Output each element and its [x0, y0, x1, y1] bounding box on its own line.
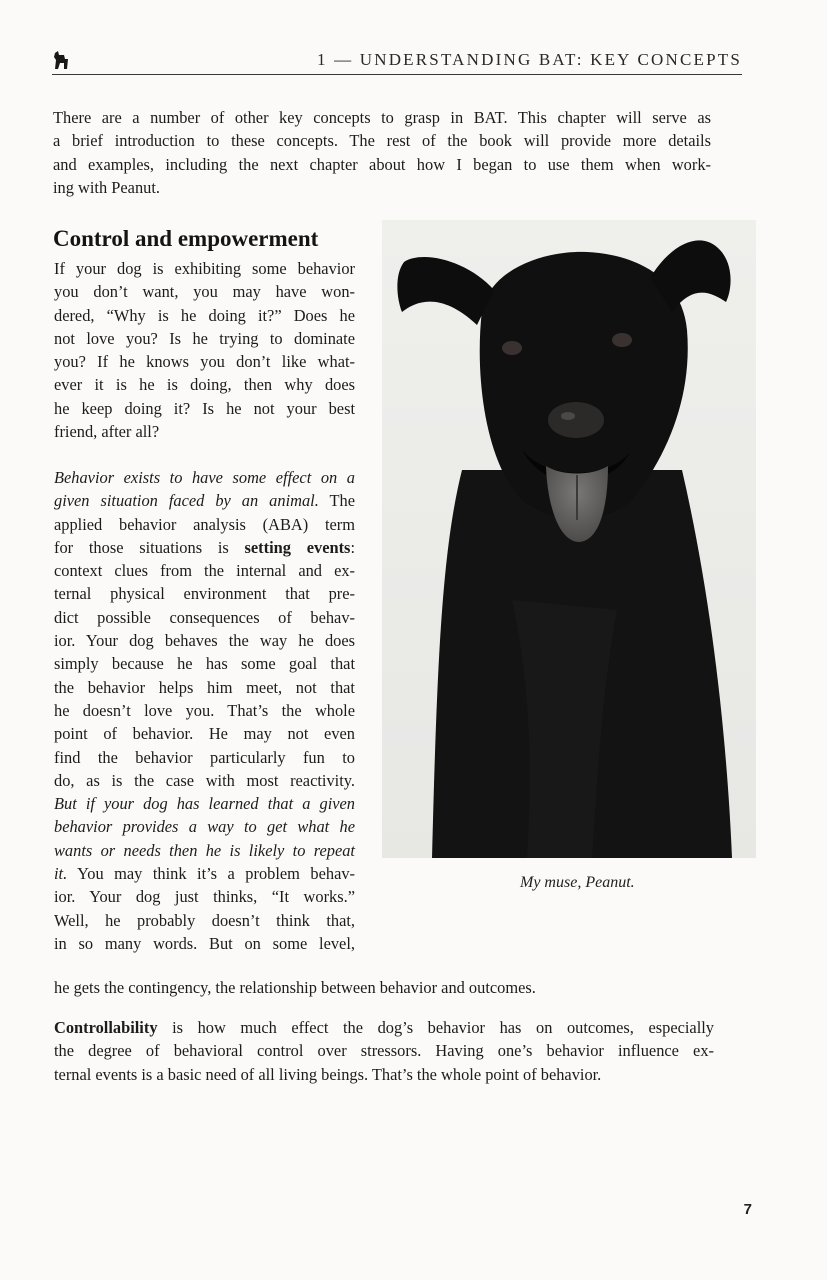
text-line: point of behavior. He may not even — [54, 724, 355, 744]
text-run: for those situations is — [54, 537, 245, 557]
text-line: ternal physical environment that pre- — [54, 584, 355, 604]
text-line — [54, 862, 355, 885]
text-line: applied behavior analysis (ABA) term — [54, 514, 355, 534]
text-run: is how much effect the dog’s behavior has on outcomes, especially — [157, 1018, 714, 1037]
italic-text: given situation faced by an animal. — [54, 491, 319, 511]
text-line: ing with Peanut. — [53, 177, 160, 197]
body-paragraph-2-final-line — [54, 976, 714, 999]
body-paragraph-2 — [54, 466, 355, 955]
text-line — [54, 466, 355, 489]
text-line: ior. Your dog behaves the way he does — [54, 631, 355, 651]
text-line: he gets the contingency, the relationship between behavior and outcomes. — [54, 978, 536, 997]
text-line: you? If he knows you don’t like what- — [54, 352, 355, 372]
italic-text: it. — [54, 864, 68, 884]
dog-silhouette-icon — [52, 50, 70, 70]
black-dog-photo — [382, 220, 756, 858]
text-line — [54, 792, 355, 815]
text-line: you don’t want, you may have won- — [54, 282, 355, 302]
chapter-title: 1 — UNDERSTANDING BAT: KEY CONCEPTS — [316, 50, 742, 69]
text-line: he doesn’t love you. That’s the whole — [54, 700, 355, 720]
text-line: the degree of behavioral control over stressors. Having one’s behavior influence ex- — [54, 1041, 714, 1061]
figure-caption: My muse, Peanut. — [520, 874, 635, 891]
text-line: friend, after all? — [54, 422, 160, 442]
text-line: context clues from the internal and ex- — [54, 561, 355, 581]
text-line: dered, “Why is he doing it?” Does he — [54, 305, 355, 325]
bold-term-setting-events: setting events — [244, 537, 351, 557]
text-line: ever it is he is doing, then why does — [54, 375, 355, 395]
dog-photo — [382, 220, 756, 858]
text-line: in so many words. But on some level, — [54, 933, 355, 953]
body-paragraph-1 — [54, 257, 355, 443]
text-line — [54, 489, 355, 512]
italic-text: wants or needs then he is likely to repeat — [54, 840, 355, 860]
section-heading: Control and empowerment — [53, 226, 319, 251]
text-line: do, as is the case with most reactivity. — [54, 770, 355, 790]
intro-paragraph — [53, 106, 711, 199]
text-line — [54, 815, 355, 838]
text-line: and examples, including the next chapter about how I began to use them when work- — [53, 154, 711, 174]
text-line: There are a number of other key concepts to grasp in BAT. This chapter will serve as — [53, 108, 711, 127]
page-number: 7 — [743, 1201, 752, 1218]
italic-text: Behavior exists to have some effect on a — [54, 468, 355, 487]
italic-text: But if your dog has learned that a given — [54, 794, 355, 814]
text-line: find the behavior particularly fun to — [54, 747, 355, 767]
italic-text: behavior provides a way to get what he — [54, 817, 355, 837]
text-line — [54, 839, 355, 862]
text-line: simply because he has some goal that — [54, 654, 355, 674]
text-line: ternal events is a basic need of all living beings. That’s the whole point of behavior. — [54, 1064, 602, 1084]
text-line: a brief introduction to these concepts. The rest of the book will provide more details — [53, 131, 711, 151]
bold-term-controllability: Controllability — [54, 1018, 158, 1037]
text-line: Well, he probably doesn’t think that, — [54, 910, 355, 930]
text-line: dict possible consequences of behav- — [54, 607, 355, 627]
text-line: the behavior helps him meet, not that — [54, 677, 355, 697]
text-run: You may think it’s a problem behav- — [67, 864, 355, 884]
text-line: If your dog is exhibiting some behavior — [54, 259, 355, 278]
body-paragraph-3 — [54, 1016, 714, 1086]
text-run: The — [318, 491, 355, 511]
text-run: : — [350, 537, 355, 557]
running-header — [52, 46, 742, 75]
text-line: not love you? Is he trying to dominate — [54, 328, 355, 348]
text-line: he keep doing it? Is he not your best — [54, 398, 355, 418]
text-line — [54, 536, 355, 559]
text-line: ior. Your dog just thinks, “It works.” — [54, 887, 355, 907]
text-line — [54, 1016, 714, 1039]
